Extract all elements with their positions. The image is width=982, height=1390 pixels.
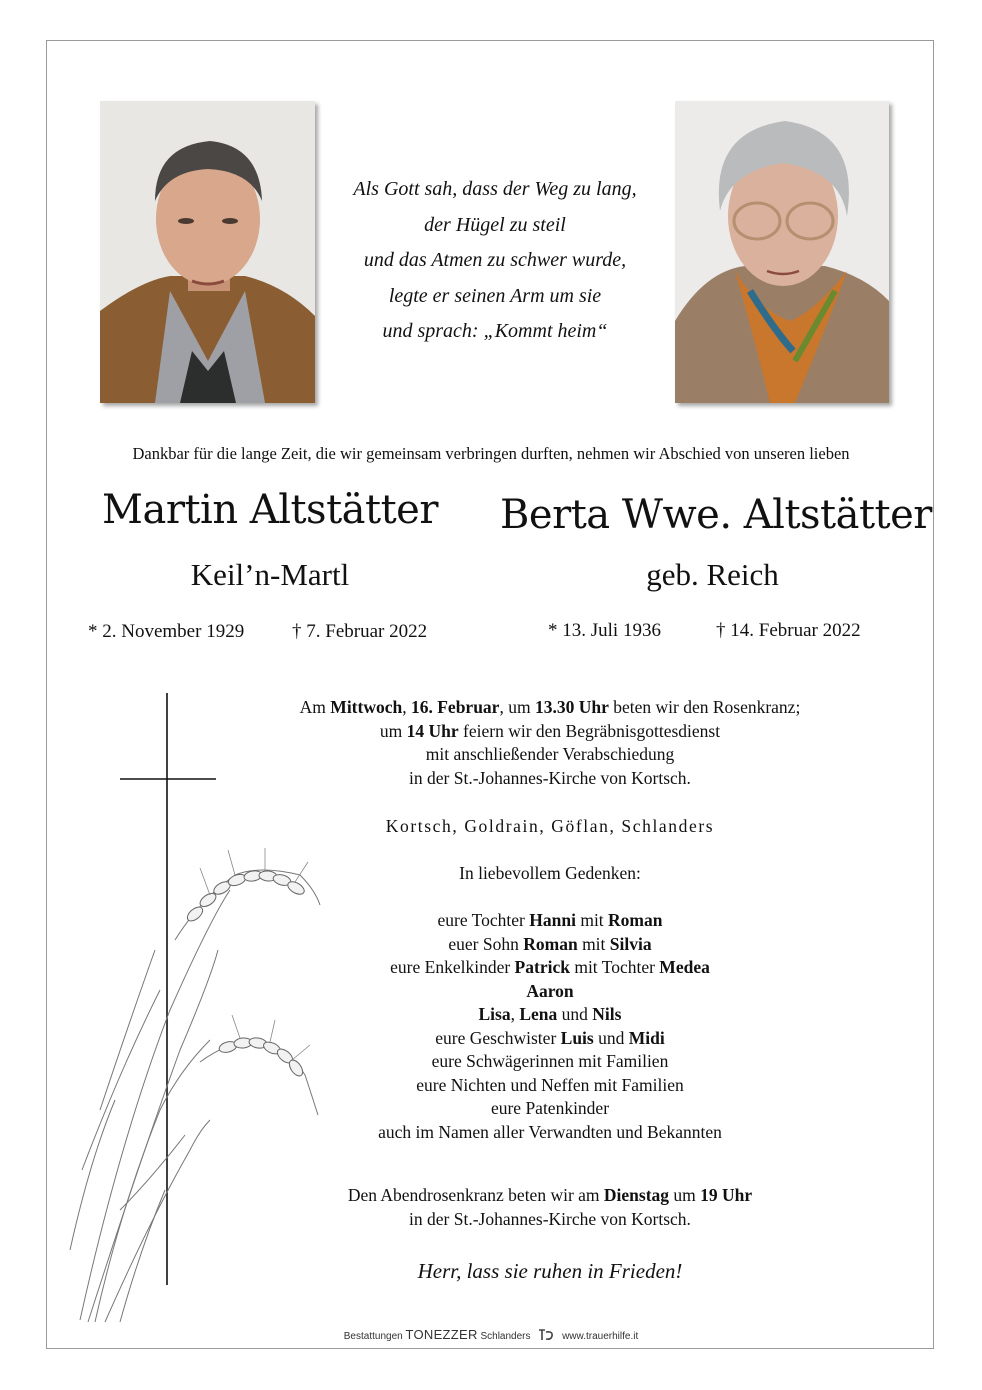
- trauerhilfe-logo-icon: [537, 1328, 555, 1345]
- funeral-line: mit anschließender Verabschiedung: [425, 744, 675, 764]
- text: Den Abendrosenkranz beten wir am: [347, 1185, 604, 1205]
- footer-url[interactable]: www.trauerhilfe.it: [562, 1331, 639, 1342]
- portrait-martin: [100, 101, 315, 403]
- time: 19 Uhr: [700, 1185, 753, 1205]
- intro-text: Dankbar für die lange Zeit, die wir gemeinsam verbringen durften, nehmen wir Abschied von unseren lieben: [132, 444, 850, 463]
- text: feiern wir den Begräbnisgottesdienst: [458, 720, 721, 741]
- text: mit: [575, 910, 609, 930]
- maiden-name-berta: geb. Reich: [646, 557, 779, 592]
- death-date-martin: † 7. Februar 2022: [292, 621, 428, 642]
- text: beten wir den Rosenkranz;: [608, 697, 801, 717]
- closing-prayer: Herr, lass sie ruhen in Frieden!: [417, 1259, 683, 1283]
- birth-date-berta: * 13. Juli 1936: [548, 620, 661, 641]
- name: Roman: [608, 910, 663, 930]
- name: Midi: [628, 1027, 665, 1048]
- funeral-line: in der St.-Johannes-Kirche von Kortsch.: [409, 767, 691, 788]
- birth-date-martin: * 2. November 1929: [88, 621, 245, 642]
- name: Aaron: [526, 980, 574, 1001]
- text: um: [669, 1185, 701, 1205]
- list-item: [240, 1027, 860, 1051]
- funeral-line: [240, 696, 860, 720]
- text: , um: [499, 697, 535, 717]
- death-date-berta: † 14. Februar 2022: [716, 620, 861, 641]
- funeral-details: [240, 696, 860, 790]
- name: Lena: [519, 1004, 558, 1024]
- weekday: Mittwoch: [330, 697, 403, 717]
- text: und: [557, 1004, 593, 1024]
- name-martin: Martin Altstätter: [102, 487, 438, 533]
- portrait-berta: [675, 101, 889, 403]
- memory-heading: In liebevollem Gedenken:: [459, 863, 641, 883]
- poem-line: der Hügel zu steil: [424, 213, 566, 236]
- poem-line: Als Gott sah, dass der Weg zu lang,: [353, 178, 637, 200]
- list-item: eure Schwägerinnen mit Familien: [431, 1051, 669, 1071]
- name: Roman: [523, 933, 578, 954]
- list-item: [240, 956, 860, 980]
- time: 14 Uhr: [406, 720, 459, 741]
- text: mit: [577, 933, 610, 954]
- evening-line: [240, 1184, 860, 1208]
- name-berta: Berta Wwe. Altstätter: [500, 492, 932, 538]
- name: Hanni: [529, 910, 576, 930]
- poem: [325, 172, 665, 350]
- list-item: eure Nichten und Neffen mit Familien: [416, 1074, 684, 1095]
- mourners-list: [240, 909, 860, 1144]
- funeral-line: [240, 720, 860, 744]
- footer-brand: TONEZZER: [405, 1327, 478, 1342]
- list-item: [240, 933, 860, 957]
- text: und: [593, 1027, 629, 1048]
- name: Lisa: [478, 1004, 511, 1024]
- poem-line: und sprach: „Kommt heim“: [382, 320, 608, 342]
- name: Patrick: [514, 957, 570, 977]
- footer: [0, 1327, 982, 1345]
- list-item: eure Patenkinder: [490, 1098, 610, 1118]
- name: Silvia: [609, 933, 652, 954]
- poem-line: legte er seinen Arm um sie: [388, 284, 602, 307]
- poem-line: und das Atmen zu schwer wurde,: [363, 249, 627, 271]
- text: Am: [299, 697, 331, 717]
- name: Nils: [592, 1004, 622, 1024]
- time: 13.30 Uhr: [534, 697, 609, 717]
- name: Luis: [560, 1027, 594, 1048]
- date: 16. Februar: [410, 697, 500, 717]
- text: mit Tochter: [569, 957, 660, 977]
- text: um: [379, 720, 407, 741]
- evening-rosary: [240, 1184, 860, 1231]
- list-item: [240, 980, 860, 1004]
- text: eure Geschwister: [435, 1027, 561, 1048]
- weekday: Dienstag: [603, 1185, 670, 1205]
- text: ,: [510, 1004, 520, 1024]
- text: euer Sohn: [448, 933, 524, 954]
- nickname-martin: Keil’n-Martl: [190, 557, 350, 592]
- villages: Kortsch, Goldrain, Göflan, Schlanders: [385, 816, 715, 836]
- text: eure Tochter: [437, 910, 530, 930]
- text: ,: [402, 697, 411, 717]
- list-item: [240, 1003, 860, 1027]
- evening-line: in der St.-Johannes-Kirche von Kortsch.: [409, 1208, 691, 1229]
- list-item: auch im Namen aller Verwandten und Bekannten: [378, 1121, 722, 1142]
- footer-place: Schlanders: [477, 1331, 531, 1342]
- footer-prefix: Bestattungen: [343, 1331, 406, 1342]
- cross-icon: [120, 693, 216, 1285]
- text: eure Enkelkinder: [390, 957, 515, 977]
- name: Medea: [659, 957, 710, 977]
- list-item: [240, 909, 860, 933]
